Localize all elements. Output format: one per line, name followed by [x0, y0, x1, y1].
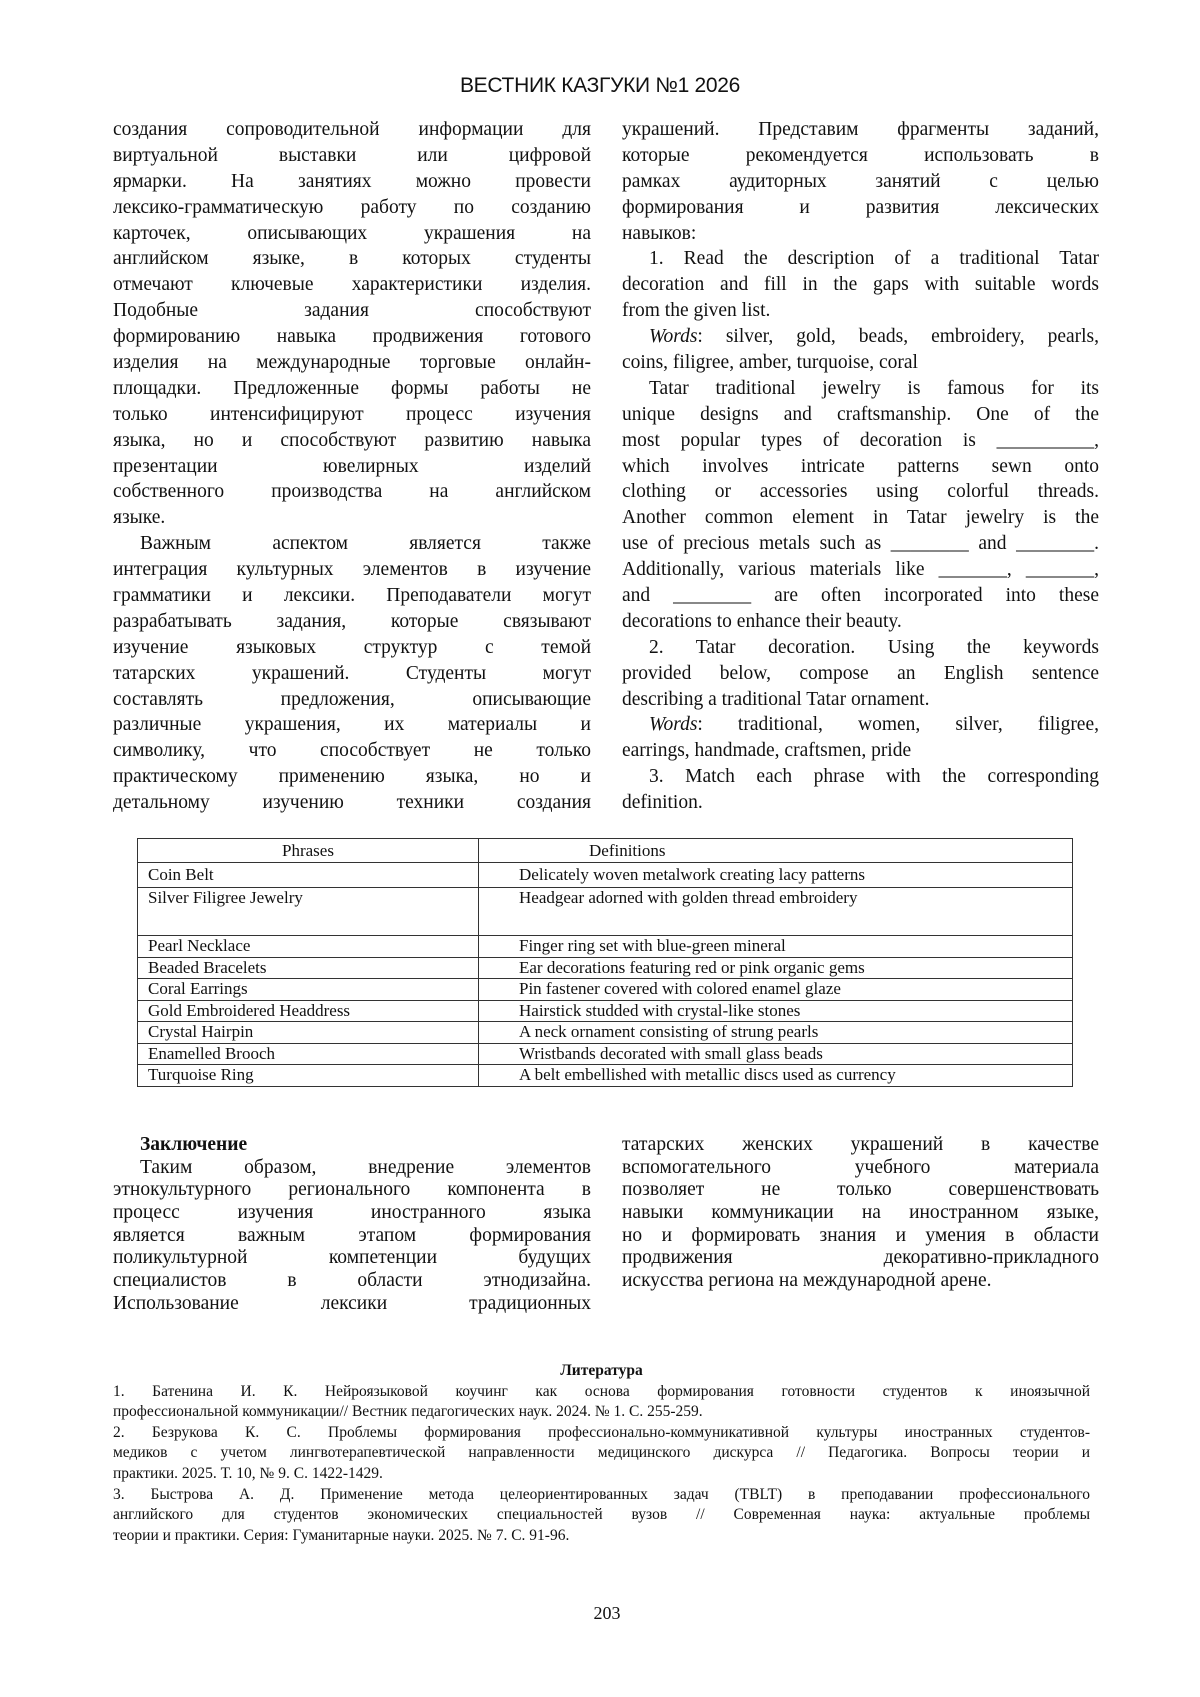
text-line-content: детальному изучению техники создания	[113, 792, 591, 814]
text-line-content: Tatar traditional jewelry is famous for its	[649, 377, 1099, 399]
table-header-row	[138, 839, 1073, 863]
text-line-content: provided below, compose an English sentence	[622, 662, 1099, 684]
text-line-content: английском языке, в которых студенты	[113, 248, 591, 270]
text-line	[622, 195, 1099, 221]
text-line-content: рамках аудиторных занятий с целью	[622, 170, 1099, 192]
table-row	[138, 1043, 1073, 1065]
reference-line: практики. 2025. Т. 10, № 9. С. 1422-1429.	[113, 1464, 383, 1482]
phrase-cell: Enamelled Brooch	[138, 1043, 479, 1065]
text-line	[622, 635, 1099, 661]
text-line-content: различные украшения, их материалы и	[113, 714, 591, 736]
text-line	[622, 454, 1099, 480]
text-line	[113, 428, 591, 454]
text-line	[113, 117, 591, 143]
text-line	[622, 324, 1099, 350]
text-line	[622, 661, 1099, 687]
phrase-cell: Beaded Bracelets	[138, 957, 479, 979]
text-line-content: практическому применению языка, но и	[113, 766, 591, 788]
definition-cell: A belt embellished with metallic discs used as currency	[479, 1065, 1073, 1087]
text-line	[113, 1225, 591, 1248]
text-line-content: поликультурной компетенции будущих	[113, 1247, 591, 1269]
text-line-content: describing a traditional Tatar ornament.	[622, 688, 930, 710]
text-line-content: Использование лексики традиционных	[113, 1292, 591, 1314]
table-row	[138, 1065, 1073, 1087]
text-line	[113, 324, 591, 350]
reference-line: 3. Быстрова А. Д. Применение метода целеориентированных задач (TBLT) в преподавании профессионального	[113, 1485, 1090, 1503]
conclusion-left-column	[113, 1134, 591, 1316]
definition-cell: Hairstick studded with crystal-like stones	[479, 1000, 1073, 1022]
text-line	[622, 1134, 1099, 1157]
text-line-content: формирования и развития лексических	[622, 196, 1099, 218]
text-line-content: most popular types of decoration is __________,	[622, 429, 1099, 451]
journal-header: ВЕСТНИК КАЗГУКИ №1 2026	[459, 74, 741, 97]
words-label: Words	[649, 326, 698, 348]
text-line	[113, 790, 591, 816]
text-line	[113, 1202, 591, 1225]
conclusion-heading: Заключение	[140, 1134, 248, 1155]
text-line	[113, 454, 591, 480]
references-title: Литература	[560, 1362, 643, 1379]
text-line-content: площадки. Предложенные формы работы не	[113, 377, 591, 399]
text-line	[113, 609, 591, 635]
text-line	[113, 505, 591, 531]
text-line-content: украшений. Представим фрагменты заданий,	[622, 119, 1099, 140]
text-line-content: отмечают ключевые характеристики изделия.	[113, 274, 591, 296]
text-line	[622, 402, 1099, 428]
text-line	[113, 1293, 591, 1316]
text-line-content: позволяет не только совершенствовать	[622, 1179, 1099, 1201]
definition-cell: Delicately woven metalwork creating lacy patterns	[479, 863, 1073, 888]
table-row	[138, 957, 1073, 979]
text-line-content: 3. Match each phrase with the corresponding	[649, 766, 1099, 788]
text-line	[622, 505, 1099, 531]
text-line	[622, 143, 1099, 169]
table-row	[138, 888, 1073, 936]
text-line-content: презентации ювелирных изделий	[113, 455, 591, 477]
text-line-content: unique designs and craftsmanship. One of the	[622, 403, 1099, 425]
text-line-content: которые рекомендуется использовать в	[622, 144, 1099, 166]
text-line-content: но и формировать знания и умения в области	[622, 1224, 1099, 1246]
text-line-content: карточек, описывающих украшения на	[113, 222, 591, 244]
text-line	[113, 712, 591, 738]
text-line	[113, 298, 591, 324]
text-line	[113, 1270, 591, 1293]
text-line-content: 2. Tatar decoration. Using the keywords	[649, 636, 1099, 658]
text-line-content: татарских женских украшений в качестве	[622, 1134, 1099, 1155]
text-line	[622, 764, 1099, 790]
text-line	[622, 221, 1099, 247]
text-line-content: только интенсифицируют процесс изучения	[113, 403, 591, 425]
table-row	[138, 863, 1073, 888]
text-line	[113, 143, 591, 169]
table-row	[138, 1000, 1073, 1022]
text-line-content: навыков:	[622, 222, 697, 244]
text-line-content: продвижения декоративно-прикладного	[622, 1247, 1099, 1269]
text-line-content: грамматики и лексики. Преподаватели могут	[113, 585, 591, 607]
text-line	[622, 1225, 1099, 1248]
left-text-column	[113, 117, 591, 816]
text-line	[622, 169, 1099, 195]
phrase-cell: Coin Belt	[138, 863, 479, 888]
text-line-content: Таким образом, внедрение элементов	[140, 1156, 591, 1178]
text-line-content: символику, что способствует не только	[113, 740, 591, 762]
text-line-content: является важным этапом формирования	[113, 1224, 591, 1246]
text-line	[113, 661, 591, 687]
text-line	[622, 246, 1099, 272]
text-line-content: definition.	[622, 792, 703, 814]
page-number: 203	[593, 1603, 621, 1623]
phrase-cell: Coral Earrings	[138, 979, 479, 1001]
text-line	[622, 531, 1099, 557]
text-line	[113, 635, 591, 661]
text-line	[113, 583, 591, 609]
text-line	[113, 738, 591, 764]
text-line-content: изучение языковых структур с темой	[113, 636, 591, 658]
text-line-content: decorations to enhance their beauty.	[622, 610, 902, 632]
reference-line: профессиональной коммуникации// Вестник педагогических наук. 2024. № 1. С. 255-259.	[113, 1403, 703, 1421]
text-line-content: Подобные задания способствуют	[113, 300, 591, 322]
text-line-content: процесс изучения иностранного языка	[113, 1202, 591, 1224]
text-line	[113, 479, 591, 505]
text-line	[113, 169, 591, 195]
text-line-content: clothing or accessories using colorful threads.	[622, 481, 1099, 503]
table-row	[138, 936, 1073, 958]
definition-cell: A neck ornament consisting of strung pearls	[479, 1022, 1073, 1044]
text-line-content: : traditional, women, silver, filigree,	[697, 714, 1099, 736]
words-label: Words	[649, 714, 698, 736]
text-line	[622, 790, 1099, 816]
text-line	[622, 557, 1099, 583]
reference-line: 2. Безрукова К. С. Проблемы формирования профессионально-коммуникативной культуры иностранных студентов-	[113, 1423, 1090, 1441]
definition-cell: Wristbands decorated with small glass beads	[479, 1043, 1073, 1065]
text-line	[113, 557, 591, 583]
phrase-cell: Crystal Hairpin	[138, 1022, 479, 1044]
text-line-content: искусства региона на международной арене.	[622, 1270, 992, 1292]
text-line	[113, 195, 591, 221]
column-header-phrases: Phrases	[138, 839, 479, 863]
text-line-content: изделия на международные торговые онлайн-	[113, 352, 591, 374]
text-line-content: специалистов в области этнодизайна.	[113, 1270, 591, 1292]
text-line	[622, 687, 1099, 713]
phrase-cell: Silver Filigree Jewelry	[138, 888, 479, 936]
definition-cell: Headgear adorned with golden thread embroidery	[479, 888, 1073, 936]
text-line-content: Additionally, various materials like _______, _______,	[622, 559, 1099, 581]
text-line	[622, 609, 1099, 635]
text-line	[113, 764, 591, 790]
text-line	[622, 583, 1099, 609]
text-line	[622, 1202, 1099, 1225]
text-line-content: этнокультурного регионального компонента в	[113, 1179, 591, 1201]
text-line	[622, 738, 1099, 764]
text-line-content: which involves intricate patterns sewn onto	[622, 455, 1099, 477]
text-line-content: use of precious metals such as ________ and ________.	[622, 533, 1099, 555]
text-line-content: вспомогательного учебного материала	[622, 1156, 1099, 1178]
text-line-content: виртуальной выставки или цифровой	[113, 144, 591, 166]
text-line-content: 1. Read the description of a traditional Tatar	[649, 248, 1099, 270]
text-line	[622, 376, 1099, 402]
text-line-content: and ________ are often incorporated into these	[622, 585, 1099, 607]
text-line	[622, 428, 1099, 454]
text-line	[113, 1247, 591, 1270]
text-line-content: : silver, gold, beads, embroidery, pearls,	[697, 326, 1099, 348]
definition-cell: Ear decorations featuring red or pink organic gems	[479, 957, 1073, 979]
text-line-content: разрабатывать задания, которые связывают	[113, 610, 591, 632]
text-line-content: собственного производства на английском	[113, 481, 591, 503]
text-line	[622, 712, 1099, 738]
definition-cell: Finger ring set with blue-green mineral	[479, 936, 1073, 958]
text-line-content: языке.	[113, 507, 166, 529]
reference-line: медиков с учетом лингвотерапевтической направленности медицинского дискурса // Педагогика. Вопросы теории и	[113, 1444, 1090, 1462]
text-line-content: языка, но и способствуют развитию навыка	[113, 429, 591, 451]
text-line-content: decoration and fill in the gaps with suitable words	[622, 274, 1099, 296]
text-line	[113, 246, 591, 272]
phrase-cell: Turquoise Ring	[138, 1065, 479, 1087]
conclusion-left-text	[113, 1157, 591, 1316]
right-text-column	[622, 117, 1099, 816]
references-section	[113, 1361, 1090, 1546]
text-line-content: интеграция культурных элементов в изучение	[113, 559, 591, 581]
text-line	[113, 376, 591, 402]
text-line-content: лексико-грамматическую работу по созданию	[113, 196, 591, 218]
phrases-definitions-table	[137, 838, 1073, 1087]
reference-line: 1. Батенина И. К. Нейроязыковой коучинг как основа формирования готовности студентов к иноязычной	[113, 1382, 1090, 1400]
definition-cell: Pin fastener covered with colored enamel glaze	[479, 979, 1073, 1001]
text-line	[622, 1247, 1099, 1270]
text-line-content: Важным аспектом является также	[140, 533, 591, 555]
text-line-content: татарских украшений. Студенты могут	[113, 662, 591, 684]
column-header-definitions: Definitions	[479, 839, 1073, 863]
text-line	[622, 1270, 1099, 1293]
text-line	[113, 1157, 591, 1180]
text-line-content: навыки коммуникации на иностранном языке,	[622, 1202, 1099, 1224]
text-line	[622, 117, 1099, 143]
reference-line: английского для студентов экономических специальностей вузов // Современная наука: актуальные проблемы	[113, 1506, 1090, 1524]
text-line-content: составлять предложения, описывающие	[113, 688, 591, 710]
conclusion-right-column	[622, 1134, 1099, 1293]
text-line	[113, 687, 591, 713]
text-line	[622, 479, 1099, 505]
text-line-content: earrings, handmade, craftsmen, pride	[622, 740, 912, 762]
phrase-cell: Pearl Necklace	[138, 936, 479, 958]
text-line	[113, 272, 591, 298]
text-line-content: ярмарки. На занятиях можно провести	[113, 170, 591, 192]
text-line	[113, 402, 591, 428]
phrase-cell: Gold Embroidered Headdress	[138, 1000, 479, 1022]
text-line-content: from the given list.	[622, 300, 771, 322]
text-line	[113, 1179, 591, 1202]
text-line	[622, 272, 1099, 298]
text-line-content: создания сопроводительной информации для	[113, 119, 591, 140]
text-line	[622, 1157, 1099, 1180]
text-line	[622, 350, 1099, 376]
text-line-content: формированию навыка продвижения готового	[113, 326, 591, 348]
table-row	[138, 1022, 1073, 1044]
references-list	[113, 1382, 1090, 1547]
text-line	[622, 1179, 1099, 1202]
text-line-content: Another common element in Tatar jewelry is the	[622, 507, 1099, 529]
table-row	[138, 979, 1073, 1001]
text-line-content: coins, filigree, amber, turquoise, coral	[622, 352, 918, 374]
text-line	[113, 350, 591, 376]
text-line	[622, 298, 1099, 324]
text-line	[113, 221, 591, 247]
reference-line: теории и практики. Серия: Гуманитарные науки. 2025. № 7. С. 91-96.	[113, 1526, 570, 1544]
text-line	[113, 531, 591, 557]
